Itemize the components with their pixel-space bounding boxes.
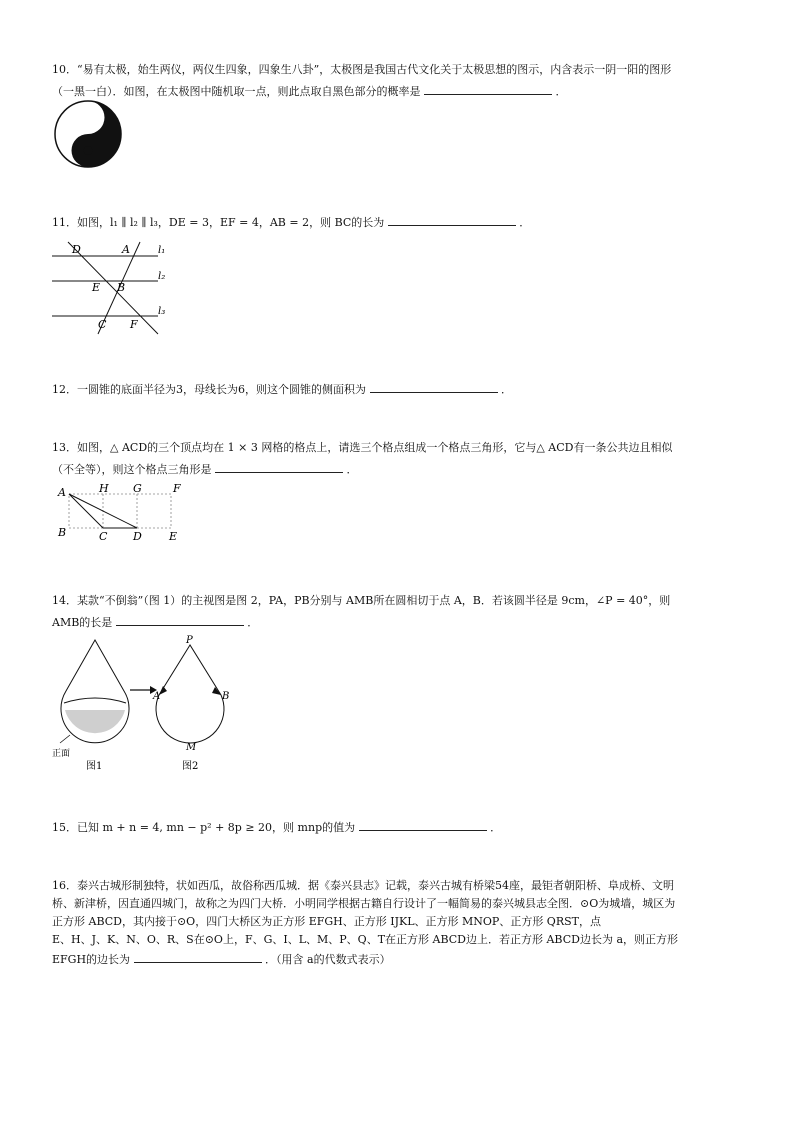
label-C: C: [98, 318, 107, 331]
label-C: C: [99, 530, 108, 543]
q11-answer-blank[interactable]: [388, 213, 516, 226]
q14-line2: AMB的长是 ．: [52, 613, 258, 631]
q11-text: 11．如图，l₁ ∥ l₂ ∥ l₃，DE = 3，EF = 4，AB = 2，则 BC的长为 ．: [52, 213, 530, 231]
label-l2: l₂: [158, 271, 166, 282]
label-l3: l₃: [158, 306, 166, 317]
label-A: A: [58, 486, 66, 499]
grid-triangle-diagram: [55, 482, 195, 544]
parallel-lines-diagram: [50, 240, 180, 335]
q16-line2: 桥、新津桥，因直通四城门，故称之为四门大桥．小明同学根据古籍自行设计了一幅简易的泰兴城县志全图．⊙O为城墙，城区为: [52, 897, 676, 910]
q13-answer-blank[interactable]: [215, 460, 343, 473]
label-F: F: [130, 318, 138, 331]
q10-answer-blank[interactable]: [424, 82, 552, 95]
q16-line3: 正方形 ABCD，其内接于⊙O，四门大桥区为正方形 EFGH、正方形 IJKL、正方形 MNOP、正方形 QRST，点: [52, 915, 601, 928]
q14-answer-blank[interactable]: [116, 613, 244, 626]
label-A2: A: [153, 691, 161, 702]
q16-line1: 16．泰兴古城形制独特，状如西瓜，故俗称西瓜城．据《泰兴县志》记载，泰兴古城有桥梁54座，最钜者朝阳桥、阜成桥、文明: [52, 879, 674, 892]
q13-line1: 13．如图，△ ACD的三个顶点均在 1 × 3 网格的格点上，请选三个格点组成一个格点三角形，它与△ ACD有一条公共边且相似: [52, 441, 673, 454]
label-F: F: [173, 482, 181, 495]
taiji-diagram: [52, 100, 124, 168]
q12-answer-blank[interactable]: [370, 380, 498, 393]
q15-answer-blank[interactable]: [359, 818, 487, 831]
q13-line2: （不全等），则这个格点三角形是 ．: [52, 460, 358, 478]
label-E: E: [169, 530, 178, 543]
label-B: B: [117, 281, 126, 294]
label-l1: l₁: [158, 245, 166, 256]
label-fig2: 图2: [182, 761, 199, 772]
q16-line5: EFGH的边长为 ．（用含 a的代数式表示）: [52, 950, 391, 968]
label-B: B: [58, 526, 67, 539]
label-D: D: [133, 530, 142, 543]
label-D: D: [72, 243, 81, 256]
label-A: A: [122, 243, 130, 256]
label-P: P: [186, 635, 193, 646]
q16-answer-blank[interactable]: [134, 950, 262, 963]
q15-text: 15．已知 m + n = 4, mn − p² + 8p ≥ 20，则 mnp的值为 ．: [52, 818, 501, 836]
label-B2: B: [222, 691, 230, 702]
tumbler-figures: [50, 635, 250, 775]
q10-line2: （一黑一白）．如图，在太极图中随机取一点，则此点取自黑色部分的概率是 ．: [52, 82, 567, 100]
label-M: M: [186, 742, 197, 753]
label-H: H: [99, 482, 109, 495]
label-G: G: [133, 482, 142, 495]
label-fig1: 图1: [86, 761, 103, 772]
q14-line1: 14．某款“不倒翁”（图 1）的主视图是图 2，PA，PB分别与 AMB所在圆相切于点 A，B．若该圆半径是 9cm，∠P = 40°，则: [52, 594, 671, 607]
q10-line1: 10．“易有太极，始生两仪，两仪生四象，四象生八卦”，太极图是我国古代文化关于太极思想的图示，内含表示一阴一阳的图形: [52, 63, 672, 76]
label-E: E: [92, 281, 101, 294]
label-front: 正面: [52, 749, 71, 759]
q16-line4: E、H、J、K、N、O、R、S在⊙O上，F、G、I、L、M、P、Q、T在正方形 ABCD边上．若正方形 ABCD边长为 a，则正方形: [52, 933, 679, 946]
q12-text: 12．一圆锥的底面半径为3，母线长为6，则这个圆锥的侧面积为 ．: [52, 380, 512, 398]
